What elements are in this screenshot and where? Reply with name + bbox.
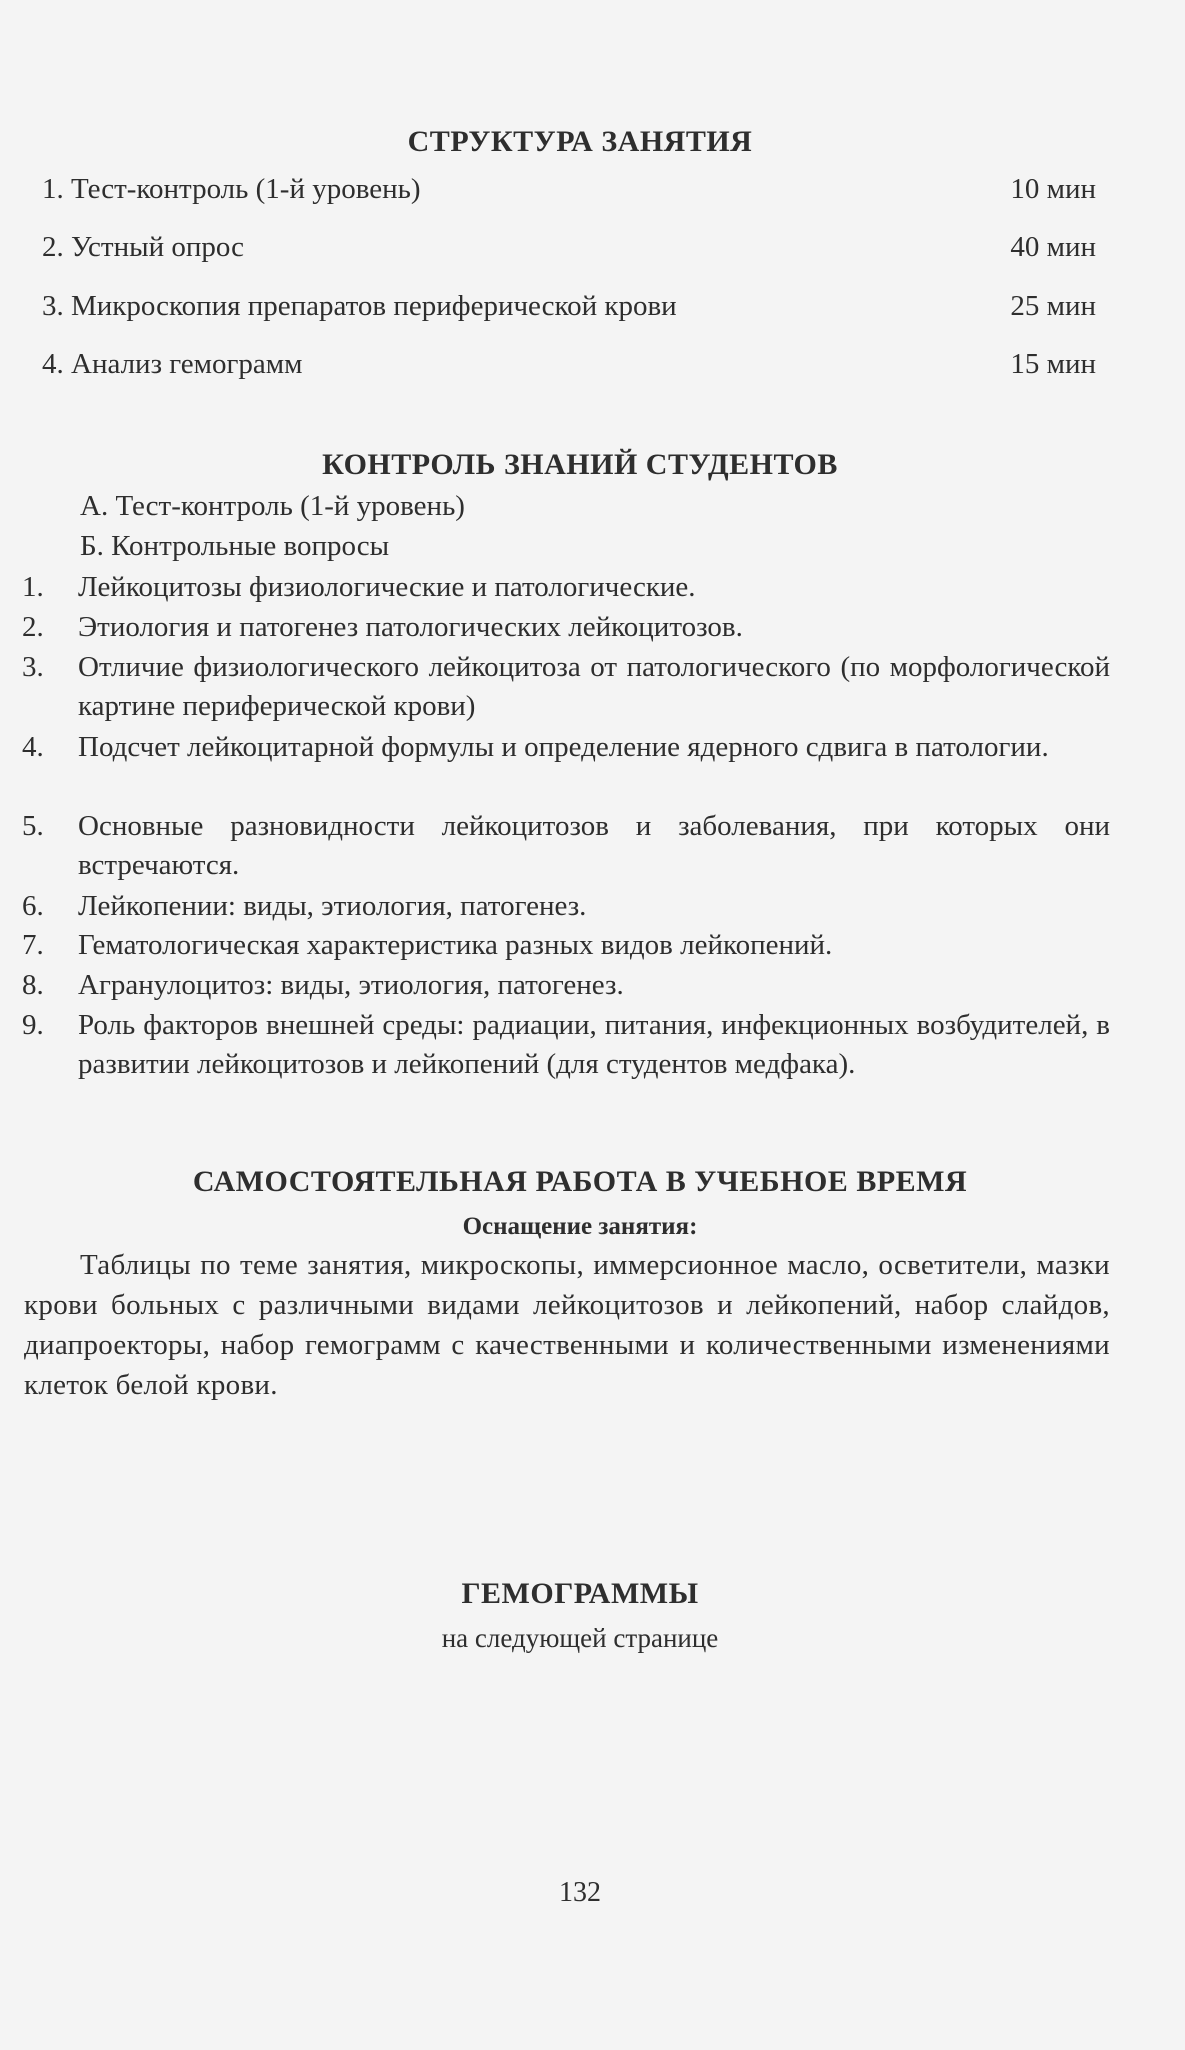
structure-item-time: 15 мин: [1010, 348, 1096, 380]
question-text: Основные разновидности лейкоцитозов и заболевания, при которых они встречаются.: [78, 810, 1110, 881]
control-heading: КОНТРОЛЬ ЗНАНИЙ СТУДЕНТОВ: [322, 448, 838, 481]
structure-item-time: 40 мин: [1010, 231, 1096, 263]
structure-item-time: 25 мин: [1010, 290, 1096, 322]
structure-row-3: [42, 290, 1096, 323]
question-number: 1.: [22, 571, 44, 603]
structure-row-2: [42, 231, 1096, 264]
question-item-8: [0, 966, 1110, 1005]
structure-heading: СТРУКТУРА ЗАНЯТИЯ: [407, 125, 753, 158]
question-text: Гематологическая характеристика разных видов лейкопений.: [78, 929, 833, 961]
control-part-a: А. Тест-контроль (1-й уровень): [80, 490, 465, 522]
question-number: 2.: [22, 611, 44, 643]
question-item-3: [0, 648, 1110, 726]
question-text: Роль факторов внешней среды: радиации, питания, инфекционных возбудителей, в развитии лейкоцитозов и лейкопений (для студентов медфака).: [78, 1009, 1110, 1080]
page-number: 132: [559, 1877, 601, 1908]
hemograms-heading: ГЕМОГРАММЫ: [461, 1577, 699, 1610]
question-text: Лейкоцитозы физиологические и патологические.: [78, 571, 696, 603]
self-work-subheading: Оснащение занятия:: [462, 1213, 698, 1240]
question-item-7: [0, 926, 1110, 965]
structure-row-1: [42, 173, 1096, 206]
question-number: 6.: [22, 890, 44, 922]
question-number: 5.: [22, 810, 44, 842]
question-number: 9.: [22, 1009, 44, 1041]
structure-item-label: 1. Тест-контроль (1-й уровень): [42, 173, 421, 205]
structure-item-label: 3. Микроскопия препаратов периферической крови: [42, 290, 677, 322]
question-item-6: [0, 887, 1110, 926]
question-text: Этиология и патогенез патологических лейкоцитозов.: [78, 611, 743, 643]
question-item-1: [0, 568, 1110, 607]
question-number: 3.: [22, 651, 44, 683]
question-item-4: [0, 728, 1110, 767]
self-work-paragraph: Таблицы по теме занятия, микроскопы, иммерсионное масло, осветители, мазки крови больных с различными видами лейкоцитозов и лейкопений, набор слайдов, диапроекторы, набор гемограмм с качественными и количественными изменениями клеток белой крови.: [24, 1249, 1110, 1401]
structure-item-label: 4. Анализ гемограмм: [42, 348, 303, 380]
question-text: Лейкопении: виды, этиология, патогенез.: [78, 890, 587, 922]
question-number: 8.: [22, 969, 44, 1001]
question-text: Агранулоцитоз: виды, этиология, патогенез.: [78, 969, 624, 1001]
question-item-9: [0, 1006, 1110, 1084]
structure-item-label: 2. Устный опрос: [42, 231, 244, 263]
question-text: Подсчет лейкоцитарной формулы и определение ядерного сдвига в патологии.: [78, 731, 1049, 763]
control-part-b: Б. Контрольные вопросы: [80, 530, 390, 562]
question-number: 7.: [22, 929, 44, 961]
question-item-5: [0, 807, 1110, 885]
structure-item-time: 10 мин: [1010, 173, 1096, 205]
self-work-heading: САМОСТОЯТЕЛЬНАЯ РАБОТА В УЧЕБНОЕ ВРЕМЯ: [192, 1165, 968, 1198]
question-text: Отличие физиологического лейкоцитоза от патологического (по морфологической картине периферической крови): [78, 651, 1110, 722]
structure-row-4: [42, 348, 1096, 381]
hemograms-note: на следующей странице: [441, 1623, 719, 1653]
question-number: 4.: [22, 731, 44, 763]
question-item-2: [0, 608, 1110, 647]
